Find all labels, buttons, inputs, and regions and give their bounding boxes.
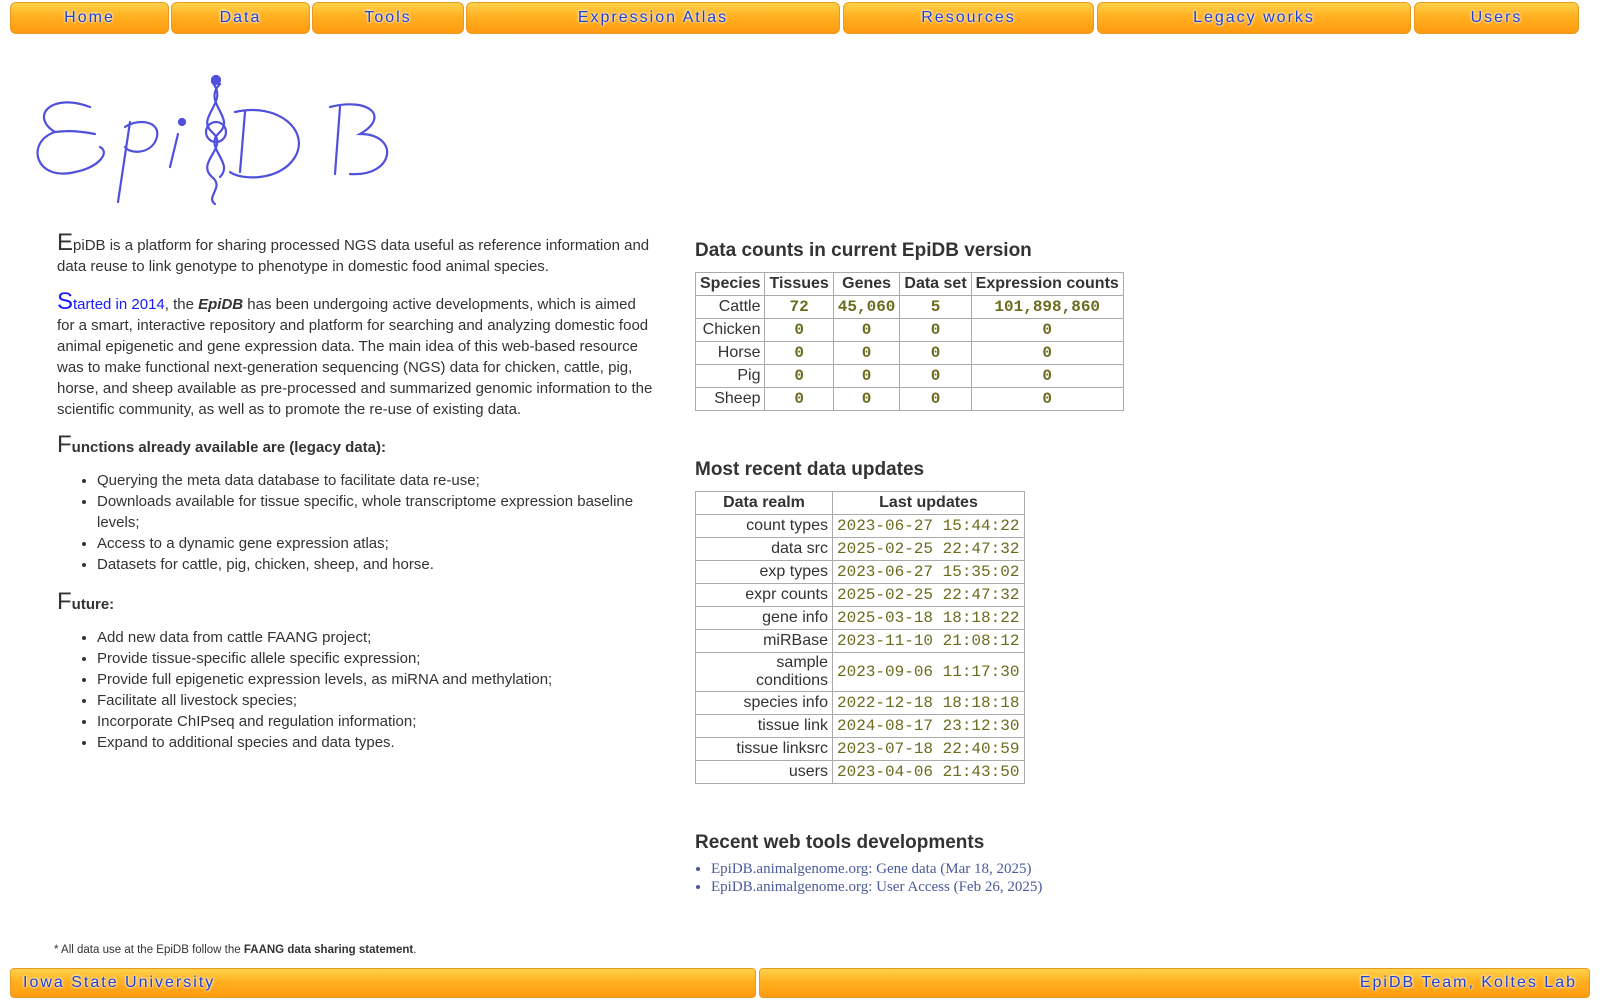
table-row <box>696 538 1025 561</box>
count-cell: 0 <box>765 365 833 388</box>
dropcap: E <box>57 229 74 256</box>
webdev-list <box>711 860 1235 896</box>
realm-cell: expr counts <box>696 584 833 607</box>
timestamp-cell: 2023-11-10 21:08:12 <box>833 630 1025 653</box>
timestamp-cell: 2023-06-27 15:44:22 <box>833 515 1025 538</box>
species-cell: Horse <box>696 342 765 365</box>
timestamp-cell: 2023-04-06 21:43:50 <box>833 761 1025 784</box>
count-cell: 0 <box>833 388 900 411</box>
realm-cell: users <box>696 761 833 784</box>
table-row <box>696 715 1025 738</box>
brand-name: EpiDB <box>198 296 244 313</box>
stats-column <box>695 240 1235 896</box>
logo-text: EpiDB <box>30 72 33 73</box>
nav-expression-atlas-button[interactable]: Expression Atlas <box>466 2 840 34</box>
count-cell: 0 <box>765 342 833 365</box>
table-row <box>696 653 1025 692</box>
table-row <box>696 296 1124 319</box>
faang-statement-link[interactable]: FAANG data sharing statement <box>243 944 414 956</box>
list-item: • Facilitate all livestock species; <box>97 690 657 711</box>
table-row <box>696 365 1124 388</box>
updates-title: Most recent data updates <box>695 459 925 480</box>
dropcap: F <box>57 431 72 458</box>
intro-mid: , the <box>164 296 199 313</box>
timestamp-cell: 2023-09-06 11:17:30 <box>833 653 1025 692</box>
column-header: Data realm <box>696 492 833 515</box>
list-item: • Provide full epigenetic expression levels, as miRNA and methylation; <box>97 669 657 690</box>
list-item: • Querying the meta data database to facilitate data re-use; <box>97 470 657 491</box>
table-row <box>696 342 1124 365</box>
table-row <box>696 319 1124 342</box>
column-header: Species <box>696 273 765 296</box>
future-heading <box>57 588 657 615</box>
list-item: • Downloads available for tissue specific, whole transcriptome expression baseline levels; <box>97 491 657 533</box>
list-item: • Access to a dynamic gene expression atlas; <box>97 533 657 554</box>
count-cell: 101,898,860 <box>971 296 1123 319</box>
timestamp-cell: 2025-03-18 18:18:22 <box>833 607 1025 630</box>
started-link[interactable]: tarted in 2014 <box>73 296 165 313</box>
timestamp-cell: 2025-02-25 22:47:32 <box>833 584 1025 607</box>
functions-title: unctions already available are (legacy data): <box>71 439 386 456</box>
count-cell: 5 <box>900 296 971 319</box>
nav-home-button[interactable]: Home <box>10 2 169 34</box>
count-cell: 0 <box>765 319 833 342</box>
table-header-row <box>696 273 1124 296</box>
future-list <box>97 627 657 753</box>
list-item: • Expand to additional species and data types. <box>97 732 657 753</box>
list-item: • Datasets for cattle, pig, chicken, sheep, and horse. <box>97 554 657 575</box>
intro-text-1: piDB is a platform for sharing processed NGS data useful as reference information and data reuse to link genotype to phenotype in domestic food animal species. <box>57 237 650 275</box>
list-item: • Incorporate ChIPseq and regulation information; <box>97 711 657 732</box>
realm-cell: data src <box>696 538 833 561</box>
epidb-logo <box>30 72 402 206</box>
timestamp-cell: 2025-02-25 22:47:32 <box>833 538 1025 561</box>
count-cell: 0 <box>900 365 971 388</box>
table-header-row <box>696 492 1025 515</box>
realm-cell: exp types <box>696 561 833 584</box>
count-cell: 0 <box>833 342 900 365</box>
count-cell: 0 <box>900 342 971 365</box>
webdev-title: Recent web tools developments <box>695 832 985 853</box>
timestamp-cell: 2023-06-27 15:35:02 <box>833 561 1025 584</box>
dropcap: F <box>57 588 72 615</box>
timestamp-cell: 2023-07-18 22:40:59 <box>833 738 1025 761</box>
nav-data-button[interactable]: Data <box>171 2 310 34</box>
species-cell: Chicken <box>696 319 765 342</box>
table-row <box>696 607 1025 630</box>
footer-university[interactable]: Iowa State University <box>23 974 216 991</box>
table-row <box>696 515 1025 538</box>
timestamp-cell: 2024-08-17 23:12:30 <box>833 715 1025 738</box>
footer-team[interactable]: EpiDB Team, Koltes Lab <box>1359 974 1577 991</box>
functions-heading <box>57 431 657 458</box>
nav-tools-button[interactable]: Tools <box>312 2 464 34</box>
realm-cell: species info <box>696 692 833 715</box>
top-nav <box>10 2 1590 34</box>
realm-cell: tissue linksrc <box>696 738 833 761</box>
count-cell: 0 <box>765 388 833 411</box>
count-cell: 0 <box>971 365 1123 388</box>
count-cell: 0 <box>900 388 971 411</box>
realm-cell: gene info <box>696 607 833 630</box>
counts-title: Data counts in current EpiDB version <box>695 240 1032 261</box>
webdev-link[interactable]: • EpiDB.animalgenome.org: User Access (Feb 26, 2025) <box>711 878 1235 896</box>
species-cell: Cattle <box>696 296 765 319</box>
timestamp-cell: 2022-12-18 18:18:18 <box>833 692 1025 715</box>
column-header: Genes <box>833 273 900 296</box>
count-cell: 0 <box>833 365 900 388</box>
realm-cell: tissue link <box>696 715 833 738</box>
species-cell: Pig <box>696 365 765 388</box>
intro-paragraph-2 <box>57 288 657 420</box>
table-row <box>696 738 1025 761</box>
table-row <box>696 761 1025 784</box>
table-row <box>696 561 1025 584</box>
table-row <box>696 388 1124 411</box>
intro-text-2: has been undergoing active developments, which is aimed for a smart, interactive repository and platform for searching and analyzing domestic food animal epigenetic and gene expression data. The main idea of this web-based resource was to make functional next-generation sequencing (NGS) data for chicken, cattle, pig, horse, and sheep available as pre-processed and summarized genomic information to the scientific community, as well as to promote the re-use of existing data. <box>57 296 653 418</box>
counts-table <box>695 272 1124 411</box>
column-header: Data set <box>900 273 971 296</box>
table-row <box>696 584 1025 607</box>
count-cell: 45,060 <box>833 296 900 319</box>
column-header: Tissues <box>765 273 833 296</box>
updates-table <box>695 491 1025 784</box>
table-row <box>696 692 1025 715</box>
count-cell: 0 <box>833 319 900 342</box>
count-cell: 72 <box>765 296 833 319</box>
footer-right-bar <box>759 968 1590 998</box>
intro-paragraph-1 <box>57 229 657 277</box>
realm-cell: miRBase <box>696 630 833 653</box>
footnote-text: * All data use at the EpiDB follow the <box>54 944 244 956</box>
species-cell: Sheep <box>696 388 765 411</box>
count-cell: 0 <box>971 342 1123 365</box>
nav-users-button[interactable]: Users <box>1414 2 1579 34</box>
realm-cell: count types <box>696 515 833 538</box>
intro-column <box>57 229 657 769</box>
nav-resources-button[interactable]: Resources <box>843 2 1094 34</box>
footer-left-bar <box>10 968 756 998</box>
future-title: uture: <box>71 596 115 613</box>
column-header: Expression counts <box>971 273 1123 296</box>
column-header: Last updates <box>833 492 1025 515</box>
list-item: • Provide tissue-specific allele specific expression; <box>97 648 657 669</box>
table-row <box>696 630 1025 653</box>
webdev-link[interactable]: • EpiDB.animalgenome.org: Gene data (Mar 18, 2025) <box>711 860 1235 878</box>
footnote-end: . <box>413 944 417 956</box>
count-cell: 0 <box>900 319 971 342</box>
nav-legacy-works-button[interactable]: Legacy works <box>1097 2 1411 34</box>
count-cell: 0 <box>971 388 1123 411</box>
count-cell: 0 <box>971 319 1123 342</box>
functions-list <box>97 470 657 575</box>
realm-cell: sample conditions <box>696 653 833 692</box>
dropcap-link[interactable]: S <box>57 288 74 315</box>
footnote <box>54 944 416 956</box>
list-item: • Add new data from cattle FAANG project; <box>97 627 657 648</box>
